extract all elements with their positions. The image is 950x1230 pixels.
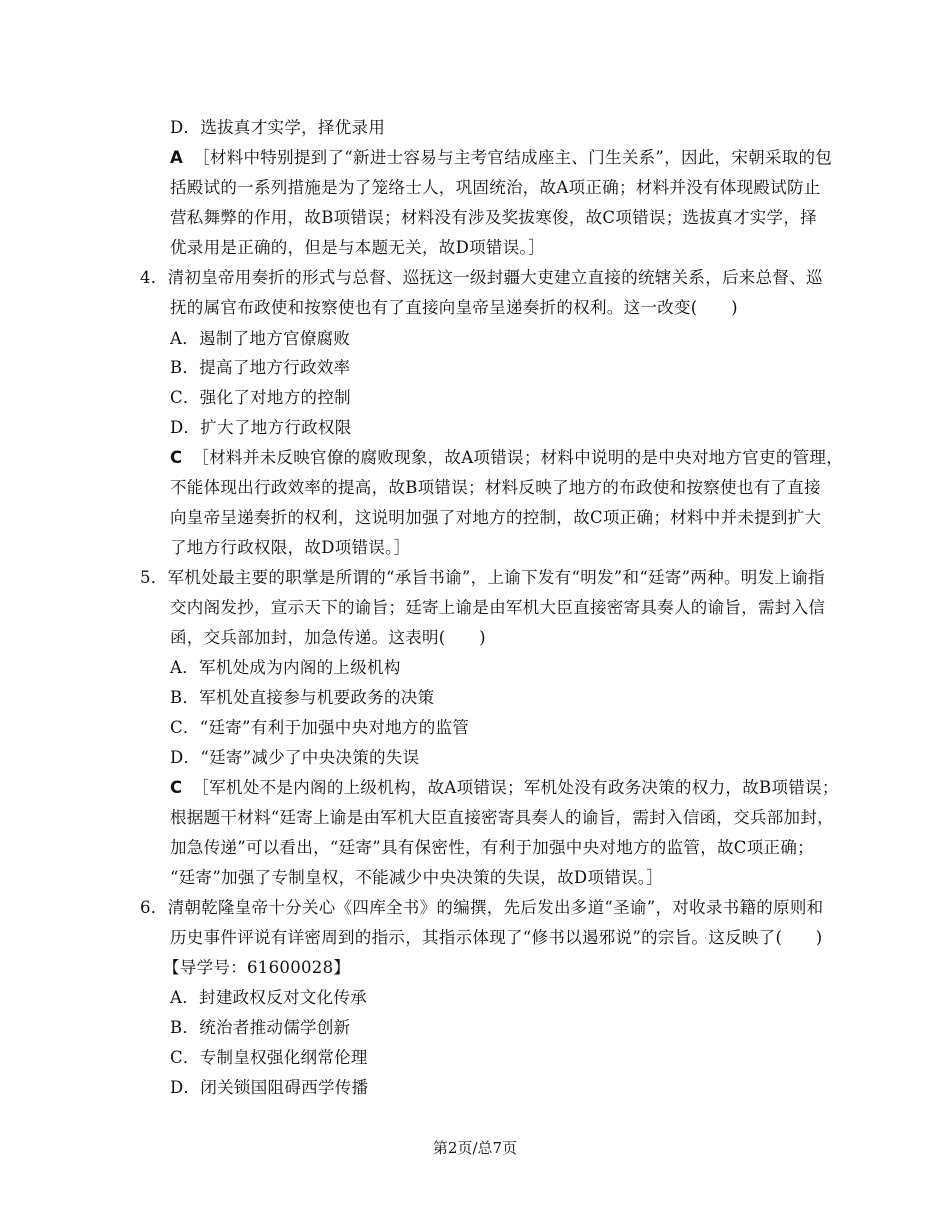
q6-stem-line: 6．清朝乾隆皇帝十分关心《四库全书》的编撰，先后发出多道“圣谕”，对收录书籍的原则和 xyxy=(140,898,824,917)
q5-explanation-line: ［军机处不是内阁的上级机构，故A项错误；军机处没有政务决策的权力，故B项错误； xyxy=(192,778,839,797)
q5-stem-line: 函，交兵部加封，加急传递。这表明( ) xyxy=(170,628,486,647)
q4-option-b: B．提高了地方行政效率 xyxy=(170,358,351,377)
q6-option-b: B．统治者推动儒学创新 xyxy=(170,1018,351,1037)
page-footer: 第2页/总7页 xyxy=(432,1139,518,1157)
q5-explanation-line: 加急传递”可以看出，“廷寄”具有保密性，有利于加强中央对地方的监管，故C项正确； xyxy=(170,838,814,857)
q4-stem-line: 4．清初皇帝用奏折的形式与总督、巡抚这一级封疆大吏建立直接的统辖关系，后来总督、巡 xyxy=(140,268,823,287)
prev-explanation-line: 优录用是正确的，但是与本题无关，故D项错误。］ xyxy=(170,238,545,257)
prev-explanation-line: 营私舞弊的作用，故B项错误；材料没有涉及奖拔寒俊，故C项错误；选拔真才实学，择 xyxy=(170,208,817,227)
q5-explanation-line: 根据题干材料“廷寄上谕是由军机大臣直接密寄具奏人的谕旨，需封入信函，交兵部加封， xyxy=(170,808,834,827)
q4-explanation-line: 向皇帝呈递奏折的权利，这说明加强了对地方的控制，故C项正确；材料中并未提到扩大 xyxy=(170,508,822,527)
q4-explanation-line: 了地方行政权限，故D项错误。］ xyxy=(170,538,411,557)
q4-explanation-line: 不能体现出行政效率的提高，故B项错误；材料反映了地方的布政使和按察使也有了直接 xyxy=(170,478,821,497)
prev-explanation-line: 括殿试的一系列措施是为了笼络士人，巩固统治，故A项正确；材料并没有体现殿试防止 xyxy=(170,178,821,197)
q6-option-c: C．专制皇权强化纲常伦理 xyxy=(170,1048,368,1067)
q5-answer-letter: C xyxy=(170,778,183,797)
q5-option-b: B．军机处直接参与机要政务的决策 xyxy=(170,688,435,707)
q6-option-a: A．封建政权反对文化传承 xyxy=(170,988,368,1007)
q5-explanation-line: “廷寄”加强了专制皇权，不能减少中央决策的失误，故D项错误。］ xyxy=(170,868,664,887)
q5-stem-line: 交内阁发抄，宣示天下的谕旨；廷寄上谕是由军机大臣直接密寄具奏人的谕旨，需封入信 xyxy=(170,598,826,617)
q5-option-a: A．军机处成为内阁的上级机构 xyxy=(170,658,401,677)
q4-option-a: A．遏制了地方官僚腐败 xyxy=(170,329,351,348)
prev-answer-letter: A xyxy=(170,148,184,167)
prev-explanation-line: ［材料中特别提到了“新进士容易与主考官结成座主、门生关系”，因此，宋朝采取的包 xyxy=(193,148,833,167)
q6-guide-number: 【导学号：61600028】 xyxy=(163,958,351,977)
q5-stem-line: 5．军机处最主要的职掌是所谓的“承旨书谕”，上谕下发有“明发”和“廷寄”两种。明发上谕指 xyxy=(140,568,825,587)
q6-option-d: D．闭关锁国阻碍西学传播 xyxy=(170,1078,369,1097)
prev-answer-line-1 xyxy=(170,148,832,168)
q4-option-c: C．强化了对地方的控制 xyxy=(170,388,351,407)
q4-explanation-line: ［材料并未反映官僚的腐败现象，故A项错误；材料中说明的是中央对地方官吏的管理， xyxy=(192,448,844,467)
q4-stem-line: 抚的属官布政使和按察使也有了直接向皇帝呈递奏折的权利。这一改变( ) xyxy=(170,298,738,317)
q5-option-d: D．“廷寄”减少了中央决策的失误 xyxy=(170,748,420,767)
q4-option-d: D．扩大了地方行政权限 xyxy=(170,418,352,437)
prev-option-d: D．选拔真才实学，择优录用 xyxy=(170,118,386,137)
q5-option-c: C．“廷寄”有利于加强中央对地方的监管 xyxy=(170,718,470,737)
q4-answer-line-1 xyxy=(170,448,843,468)
q6-stem-line: 历史事件评说有详密周到的指示，其指示体现了“修书以遏邪说”的宗旨。这反映了( ) xyxy=(170,928,823,947)
q4-answer-letter: C xyxy=(170,448,183,467)
q5-answer-line-1 xyxy=(170,778,839,798)
